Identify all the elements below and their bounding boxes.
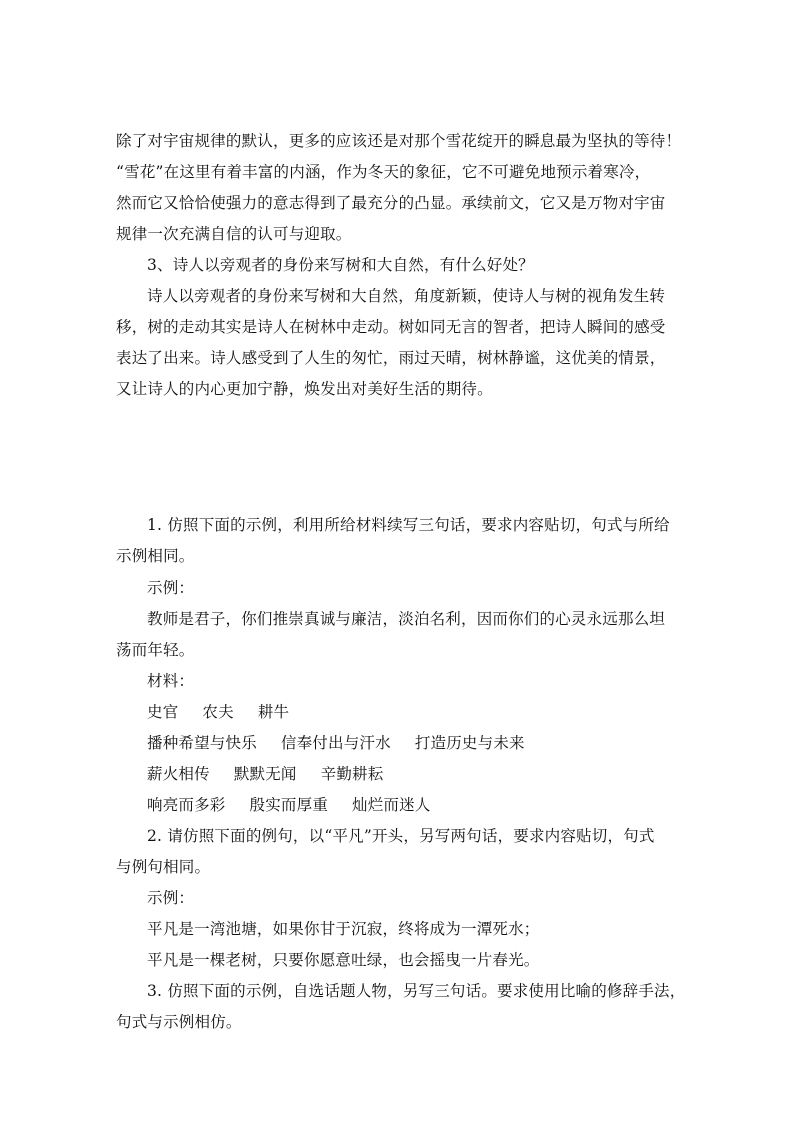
- example-line: 平凡是一棵老树，只要你愿意吐绿，也会摇曳一片春光。: [147, 951, 540, 969]
- exercise-3-question: 3. 仿照下面的示例，自选话题人物，另写三句话。要求使用比喻的修辞手法，: [147, 982, 686, 1000]
- paragraph-line: 规律一次充满自信的认可与迎取。: [116, 225, 352, 243]
- material-row: [147, 764, 383, 784]
- exercise-2-question: 2. 请仿照下面的例句，以“平凡”开头，另写两句话，要求内容贴切，句式: [147, 827, 655, 845]
- material-item: 灿烂而迷人: [352, 796, 431, 814]
- material-item: 播种希望与快乐: [147, 734, 257, 752]
- material-row: [147, 733, 525, 753]
- material-item: 殷实而厚重: [249, 796, 329, 814]
- exercise-3-question: 句式与示例相仿。: [116, 1013, 242, 1031]
- answer-line: 移，树的走动其实是诗人在树林中走动。树如同无言的智者，把诗人瞬间的感受: [116, 318, 666, 336]
- exercise-1-question: 1. 仿照下面的示例，利用所给材料续写三句话，要求内容贴切，句式与所给: [147, 516, 670, 534]
- example-line: 教师是君子，你们推崇真诚与廉洁，淡泊名利，因而你们的心灵永远那么坦: [147, 610, 666, 628]
- question-3-title: 3、诗人以旁观者的身份来写树和大自然，有什么好处？: [147, 256, 534, 274]
- paragraph-line: “雪花”在这里有着丰富的内涵，作为冬天的象征，它不可避免地预示着寒冷，: [116, 163, 651, 181]
- material-item: 辛勤耕耘: [320, 765, 384, 783]
- material-label: 材料：: [147, 672, 195, 690]
- answer-line: 又让诗人的内心更加宁静，焕发出对美好生活的期待。: [116, 380, 493, 398]
- paragraph-line: 然而它又恰恰使强力的意志得到了最充分的凸显。承续前文，它又是万物对宇宙: [116, 194, 666, 212]
- example-label: 示例：: [147, 579, 195, 597]
- material-row: [147, 702, 289, 722]
- material-row: [147, 795, 431, 815]
- exercise-1-question: 示例相同。: [116, 547, 195, 565]
- material-item: 打造历史与未来: [414, 734, 525, 752]
- example-line: 平凡是一湾池塘，如果你甘于沉寂，终将成为一潭死水；: [147, 920, 540, 938]
- exercise-2-question: 与例句相同。: [116, 858, 211, 876]
- answer-line: 诗人以旁观者的身份来写树和大自然，角度新颖，使诗人与树的视角发生转: [147, 287, 666, 305]
- material-item: 信奉付出与汗水: [280, 734, 391, 752]
- example-label: 示例：: [147, 889, 195, 907]
- paragraph-line: 除了对宇宙规律的默认，更多的应该还是对那个雪花绽开的瞬息最为坚执的等待！: [116, 132, 682, 150]
- material-item: 响亮而多彩: [147, 796, 226, 814]
- material-item: 农夫: [202, 703, 234, 721]
- example-line: 荡而年轻。: [116, 641, 195, 659]
- material-item: 默默无闻: [233, 765, 297, 783]
- material-item: 史官: [147, 703, 179, 721]
- answer-line: 表达了出来。诗人感受到了人生的匆忙，雨过天晴，树林静谧，这优美的情景，: [116, 349, 666, 367]
- material-item: 耕牛: [257, 703, 290, 721]
- material-item: 薪火相传: [147, 765, 210, 783]
